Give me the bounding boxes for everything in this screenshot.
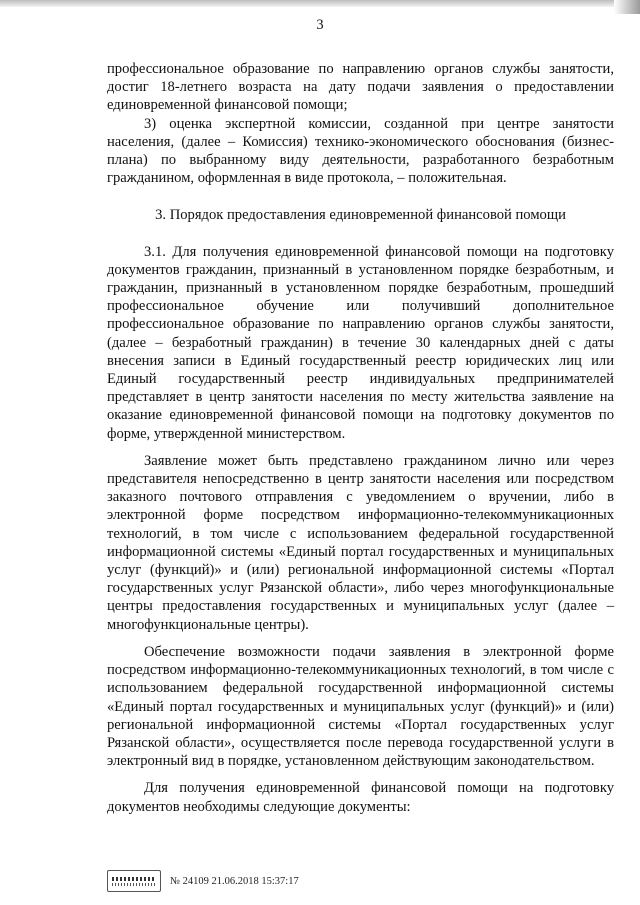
page-number: 3 [316, 17, 324, 33]
paragraph-3-1: 3.1. Для получения единовременной финансовой помощи на подготовку документов гражданин, признанный в установленном порядке безработным, и гражданин, признанный в установленном порядке безработным, прошедший профессиональное обучение или получивший дополнительное профессиональное образование по направлению органов службы занятости, (далее – безработный гражданин) в течение 30 календарных дней с даты внесения записи в Единый государственный реестр юридических лиц или Единый государственный реестр индивидуальных предпринимателей представляет в центр занятости населения по месту жительства заявление на оказание единовременной финансовой помощи на подготовку документов по форме, утвержденной министерством. [107, 243, 614, 442]
paragraph-electronic-filing: Обеспечение возможности подачи заявления в электронной форме посредством информационно-телекоммуникационных технологий, в том числе с использованием федеральной государственной информационной системы «Единый портал государственных и муниципальных услуг (функций)» и (или) региональной информационной системы «Портал государственных услуг Рязанской области», осуществляется после перевода государственной услуги в электронный вид в порядке, установленном действующим законодательством. [107, 643, 614, 770]
intro-paragraph-2: 3) оценка экспертной комиссии, созданной при центре занятости населения, (далее – Комиссия) технико-экономического обоснования (бизнес-плана) по выбранному виду деятельности, разработанного безработным гражданином, оформленная в виде протокола, – положительная. [107, 115, 614, 187]
scan-top-edge [0, 0, 640, 7]
intro-paragraph-1: профессиональное образование по направлению органов службы занятости, достиг 18-летнего возраста на дату подачи заявления о предоставлении единовременной финансовой помощи; [107, 61, 614, 114]
scan-corner-shadow [614, 0, 640, 14]
registration-footer [107, 870, 299, 892]
document-body [107, 60, 614, 816]
paragraph-required-documents: Для получения единовременной финансовой помощи на подготовку документов необходимы следующие документы: [107, 780, 614, 815]
registration-number: № 24109 21.06.2018 15:37:17 [170, 875, 299, 887]
barcode-stamp-icon [107, 870, 161, 892]
section-heading: 3. Порядок предоставления единовременной финансовой помощи [155, 207, 566, 224]
paragraph-application-methods: Заявление может быть представлено гражданином лично или через представителя непосредственно в центр занятости населения или посредством заказного почтового отправления с уведомлением о вручении, либо в электронной форме посредством информационно-телекоммуникационных технологий, в том числе с использованием федеральной государственной информационной системы «Единый портал государственных и муниципальных услуг (функций)» и (или) региональной информационной системы «Портал государственных услуг Рязанской области», либо через многофункциональные центры предоставления государственных и муниципальных услуг (далее – многофункциональные центры). [107, 452, 614, 633]
